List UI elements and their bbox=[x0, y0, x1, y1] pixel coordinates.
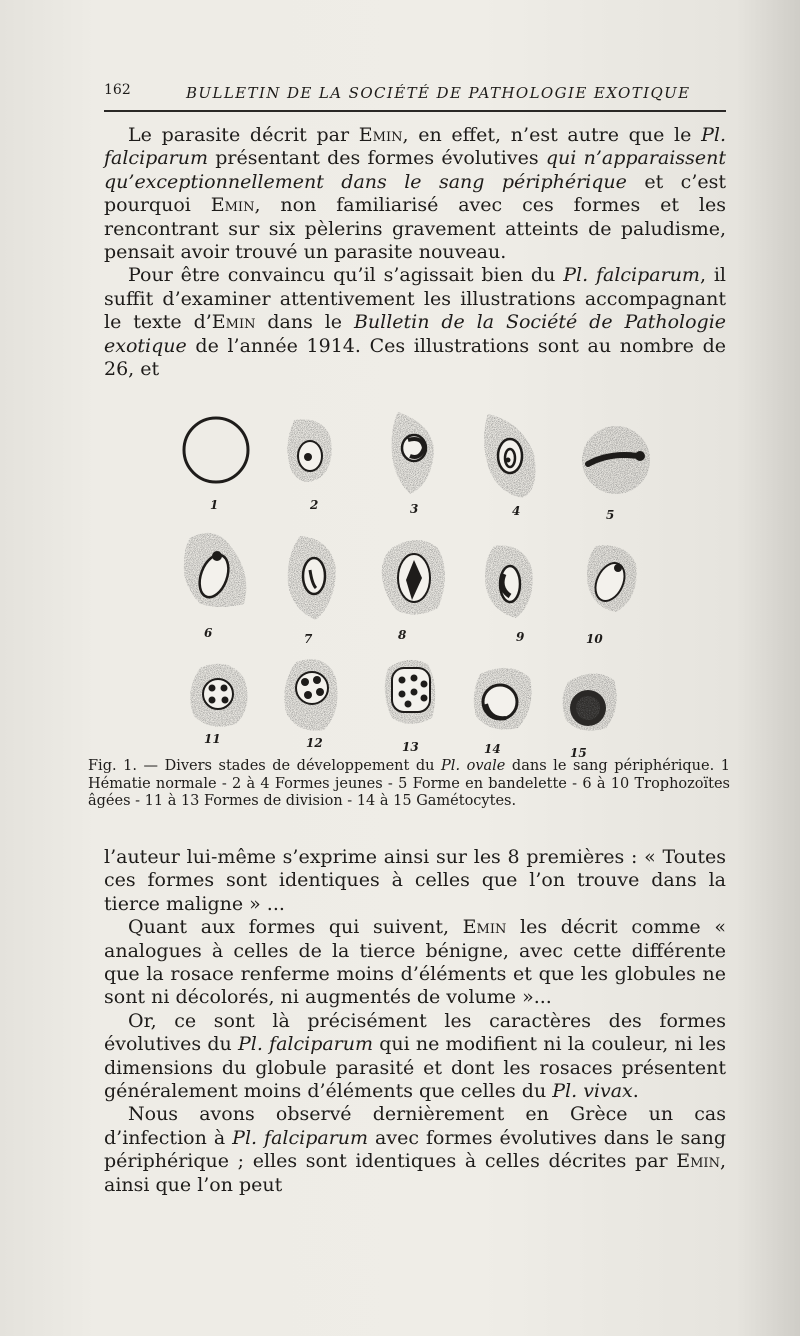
cell-3-young-form bbox=[392, 412, 434, 494]
figure-label: 14 bbox=[484, 742, 501, 756]
author-name: Emin bbox=[211, 311, 256, 334]
cell-12-division-form bbox=[284, 659, 337, 730]
cell-15-gametocyte bbox=[562, 673, 616, 730]
figure-label: 11 bbox=[204, 732, 221, 746]
author-name: Emin bbox=[462, 916, 507, 939]
author-name: Emin bbox=[358, 124, 403, 146]
figure-label: 9 bbox=[516, 630, 525, 644]
figure-label: 8 bbox=[398, 628, 407, 642]
figure-label: 2 bbox=[310, 498, 319, 512]
figure-label: 12 bbox=[306, 736, 323, 750]
page-number: 162 bbox=[104, 82, 131, 98]
cell-1-normal-erythrocyte bbox=[184, 418, 248, 482]
paragraph-2: Pour être convaincu qu’il s’agissait bien du Pl. falciparum, il suffit d’examiner attentivement les illustrations accompagnant le texte d’Emin dans le Bulletin de la Société de Pathologie exotique de l’année 1914. Ces illustrations sont au nombre de 26, et bbox=[104, 264, 727, 381]
parasite-stages-drawing bbox=[170, 398, 650, 758]
text-block-bottom bbox=[104, 846, 726, 1197]
cell-7-trophozoite bbox=[288, 536, 336, 620]
figure-label: 5 bbox=[606, 508, 615, 522]
cell-14-gametocyte bbox=[474, 668, 532, 730]
cell-9-trophozoite bbox=[485, 545, 533, 618]
author-name: Emin bbox=[676, 1150, 720, 1173]
cell-5-band-form bbox=[582, 426, 650, 494]
paragraph-5: Or, ce sont là précisément les caractères des formes évolutives du Pl. falciparum qui ne modifient ni la couleur, ni les dimensions du globule parasité et dont les rosaces présentent généralement moins d’éléments que celles du Pl. vivax. bbox=[104, 1009, 726, 1103]
figure-label: 3 bbox=[410, 502, 419, 516]
cell-13-division-form bbox=[385, 660, 435, 724]
paragraph-3: l’auteur lui-même s’exprime ainsi sur les 8 premières : « Toutes ces formes sont identiques à celles que l’on trouve dans la tierce maligne » ... bbox=[104, 846, 726, 915]
cell-11-division-form bbox=[190, 664, 247, 727]
running-title: BULLETIN DE LA SOCIÉTÉ DE PATHOLOGIE EXOTIQUE bbox=[186, 84, 691, 102]
figure-label: 4 bbox=[512, 504, 521, 518]
paragraph-1: Le parasite décrit par Emin, en effet, n’est autre que le Pl. falciparum présentant des formes évolutives qui n’apparaissent qu’exceptionnellement dans le sang périphérique et c’est pourquoi Emin, non familiarisé avec ces formes et les rencontrant sur six pèlerins gravement atteints de paludisme, pensait avoir trouvé un parasite nouveau. bbox=[104, 124, 726, 264]
figure-label: 13 bbox=[402, 740, 419, 754]
cell-10-trophozoite bbox=[587, 545, 637, 612]
figure-label: 7 bbox=[304, 632, 313, 646]
figure-1-illustration bbox=[170, 398, 650, 758]
cell-4-young-form bbox=[484, 414, 536, 498]
figure-label: 10 bbox=[586, 632, 603, 646]
paragraph-6: Nous avons observé dernièrement en Grèce un cas d’infection à Pl. falciparum avec formes évolutives dans le sang périphérique ; elles sont identiques à celles décrites par Emin, ainsi que l’on peut bbox=[104, 1103, 727, 1196]
cell-8-trophozoite bbox=[382, 540, 445, 615]
figure-label: 1 bbox=[210, 498, 219, 512]
figure-caption: Fig. 1. — Divers stades de développement du Pl. ovale dans le sang périphérique. 1 Hématie normale - 2 à 4 Formes jeunes - 5 Forme en bandelette - 6 à 10 Trophozoïtes âgées - 11 à 13 Formes de division - 14 à 15 Gamétocytes. bbox=[88, 758, 730, 809]
cell-2-young-form bbox=[287, 419, 331, 482]
page-header bbox=[104, 80, 726, 112]
cell-6-trophozoite bbox=[184, 533, 246, 607]
paragraph-4: Quant aux formes qui suivent, Emin les décrit comme « analogues à celles de la tierce bénigne, avec cette différente que la rosace renferme moins d’éléments et que les globules ne sont ni décolorés, ni augmentés de volume »... bbox=[104, 916, 726, 1009]
figure-label: 6 bbox=[204, 626, 213, 640]
figure-label: 15 bbox=[570, 746, 587, 760]
author-name: Emin bbox=[210, 194, 255, 217]
text-block-top bbox=[104, 124, 726, 381]
